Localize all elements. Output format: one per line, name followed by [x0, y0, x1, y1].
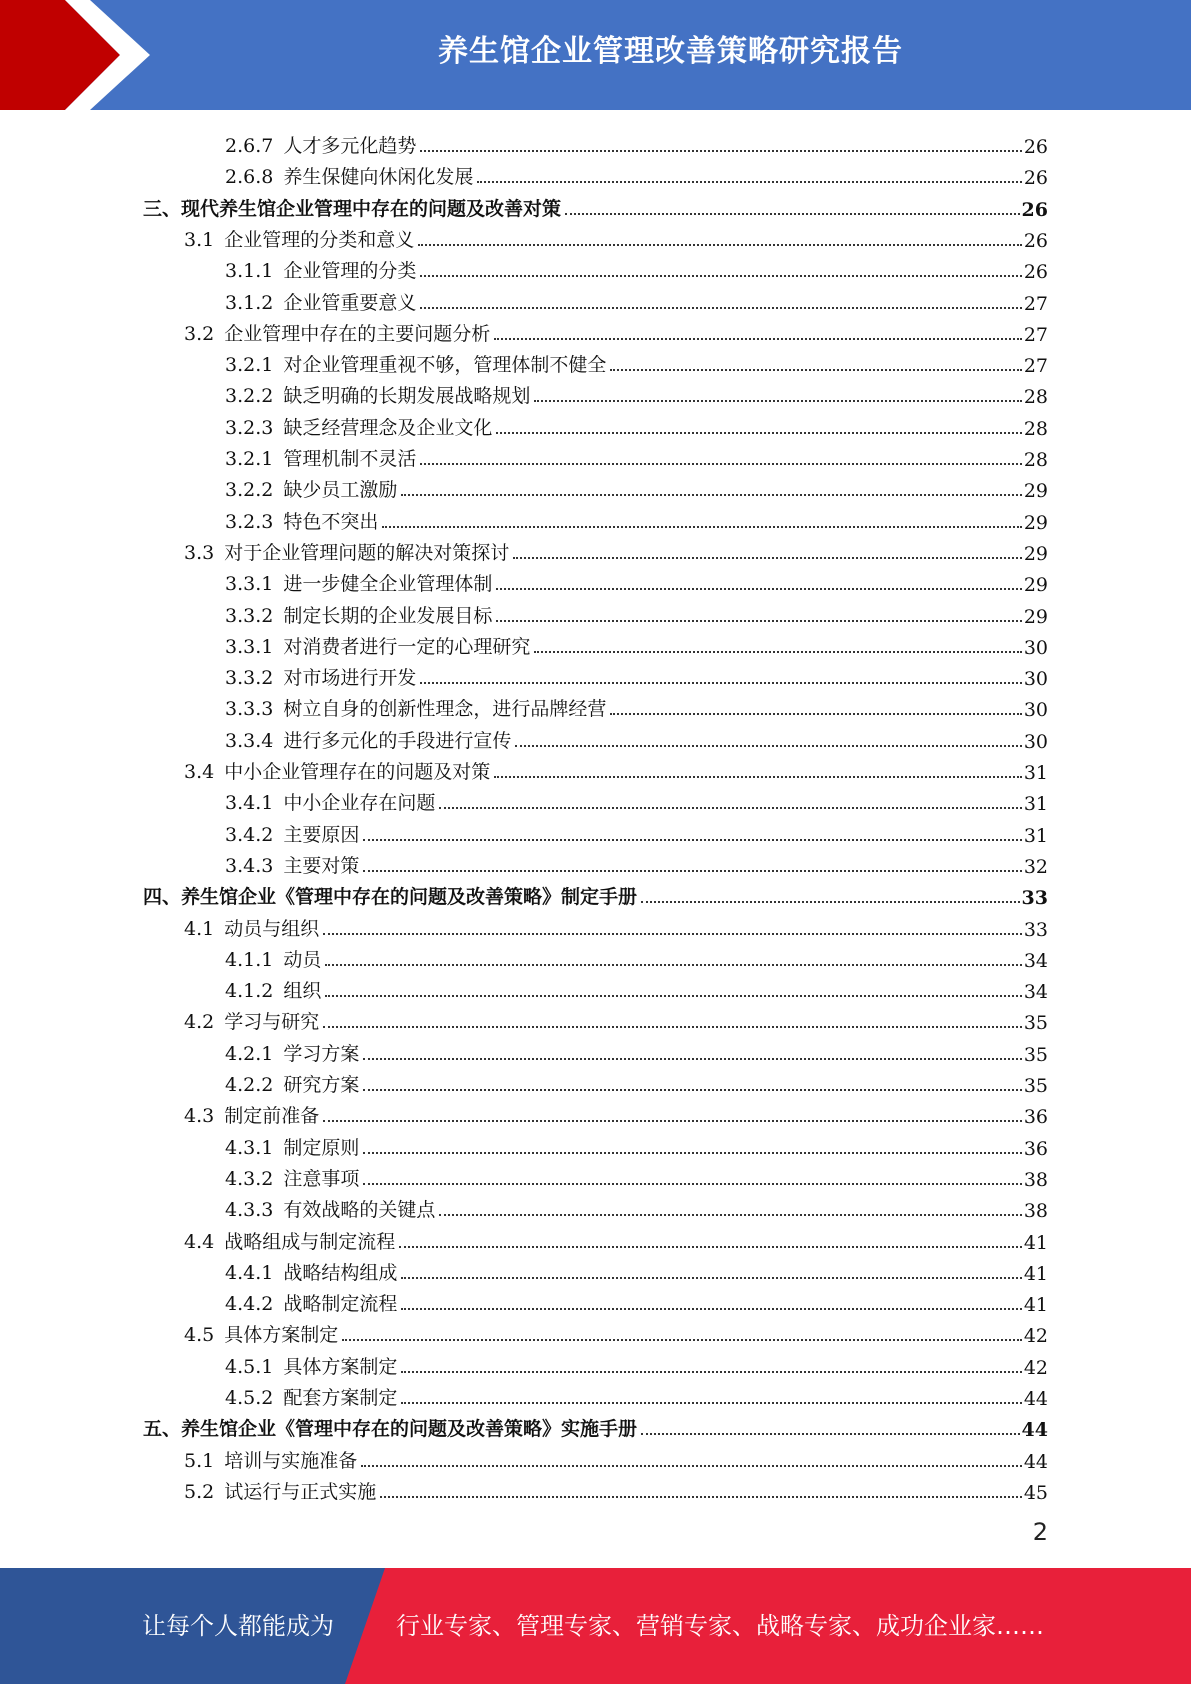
toc-entry-number: 3.3.3: [225, 698, 274, 721]
toc-entry-number: 3.2.1: [225, 448, 274, 470]
toc-entry-number: 3.2: [184, 322, 215, 345]
toc-dot-leader: [420, 275, 1021, 277]
toc-entry-number: 3.2.3: [225, 416, 274, 439]
toc-entry-text: 中小企业存在问题: [283, 792, 436, 815]
toc-entry-number: 4.4.1: [225, 1261, 274, 1284]
toc-dot-leader: [534, 400, 1021, 402]
toc-entry-page: 41: [1023, 1294, 1048, 1317]
toc-entry-label: [225, 851, 363, 878]
toc-entry-label: [184, 1477, 380, 1504]
toc-entry[interactable]: [184, 534, 1048, 565]
header-arrow-decoration: [0, 0, 160, 110]
toc-entry-label: [225, 381, 534, 408]
toc-entry-label: [225, 1352, 401, 1379]
toc-entry-page: 29: [1023, 511, 1048, 534]
toc-entry[interactable]: [225, 158, 1048, 189]
toc-entry-text: 制定长期的企业发展目标: [283, 604, 493, 627]
toc-entry[interactable]: [225, 503, 1048, 534]
document-title: 养生馆企业管理改善策略研究报告: [438, 34, 903, 69]
toc-dot-leader: [363, 1152, 1021, 1154]
toc-entry[interactable]: [184, 221, 1048, 252]
toc-dot-leader: [610, 713, 1021, 715]
toc-dot-leader: [420, 463, 1021, 465]
toc-entry-text: 树立自身的创新性理念，进行品牌经营: [283, 698, 607, 721]
toc-entry-page: 34: [1023, 981, 1048, 1004]
toc-entry-text: 战略制定流程: [283, 1293, 398, 1316]
toc-dot-leader: [513, 557, 1022, 559]
toc-entry[interactable]: [184, 1097, 1048, 1128]
toc-entry-page: 26: [1021, 198, 1048, 221]
toc-entry-text: 缺乏明确的长期发展战略规划: [283, 385, 531, 408]
page-footer: [0, 1568, 1191, 1684]
toc-entry-label: [225, 788, 439, 815]
toc-entry-number: 4.2.2: [225, 1074, 274, 1096]
toc-dot-leader: [439, 807, 1021, 809]
toc-dot-leader: [401, 1402, 1021, 1404]
toc-entry-number: 3.4.2: [225, 823, 274, 846]
toc-entry-number: 3.2.3: [225, 510, 274, 533]
toc-dot-leader: [323, 1120, 1022, 1122]
toc-entry-label: [225, 475, 401, 502]
toc-entry-text: 动员: [283, 948, 322, 971]
toc-entry[interactable]: [225, 471, 1048, 502]
toc-entry-page: 30: [1023, 730, 1048, 753]
toc-entry-text: 组织: [283, 980, 322, 1003]
toc-entry-text: 对市场进行开发: [283, 667, 417, 690]
toc-dot-leader: [401, 1308, 1021, 1310]
toc-entry[interactable]: [225, 1379, 1048, 1410]
toc-entry-text: 研究方案: [283, 1074, 360, 1096]
toc-entry[interactable]: [225, 659, 1048, 690]
toc-entry-number: 3.4: [184, 761, 215, 783]
toc-dot-leader: [401, 1277, 1021, 1279]
toc-dot-leader: [477, 181, 1021, 183]
toc-dot-leader: [325, 995, 1021, 997]
toc-entry-label: [184, 1446, 361, 1473]
toc-entry-page: 29: [1023, 480, 1048, 503]
toc-entry-page: 41: [1023, 1262, 1048, 1285]
toc-entry-label: [225, 413, 496, 440]
toc-entry-label: [143, 882, 641, 909]
toc-entry-text: 配套方案制定: [283, 1387, 398, 1409]
toc-entry-text: 企业管理中存在的主要问题分析: [224, 322, 491, 345]
toc-entry[interactable]: [184, 1003, 1048, 1034]
toc-entry-text: 主要原因: [283, 823, 360, 846]
toc-entry-text: 缺少员工激励: [283, 479, 398, 502]
toc-entry[interactable]: [225, 690, 1048, 721]
toc-entry-number: 3.1.1: [225, 260, 274, 283]
toc-entry-page: 42: [1023, 1356, 1048, 1379]
toc-entry-number: 4.3.2: [225, 1167, 274, 1190]
toc-entry-text: 对企业管理重视不够，管理体制不健全: [283, 354, 607, 377]
toc-entry[interactable]: [184, 1316, 1048, 1347]
toc-entry-label: [225, 288, 420, 315]
toc-entry-number: 4.1.1: [225, 948, 274, 971]
toc-dot-leader: [641, 901, 1020, 903]
toc-dot-leader: [401, 1371, 1021, 1373]
toc-entry-label: [225, 601, 496, 628]
toc-dot-leader: [439, 1214, 1021, 1216]
toc-entry-number: 4.5.1: [225, 1355, 274, 1378]
toc-entry-number: 4.4: [184, 1230, 215, 1253]
toc-entry[interactable]: [225, 565, 1048, 596]
toc-entry-text: 养生保健向休闲化发展: [283, 166, 474, 189]
toc-entry-label: [225, 1039, 363, 1066]
toc-entry-label: [184, 914, 323, 941]
toc-entry-page: 27: [1023, 292, 1048, 315]
toc-entry-text: 试运行与正式实施: [224, 1480, 377, 1503]
toc-entry-number: 4.3.1: [225, 1136, 274, 1159]
toc-entry[interactable]: [143, 878, 1048, 909]
toc-dot-leader: [363, 1183, 1021, 1185]
toc-entry-label: [225, 820, 363, 847]
toc-entry-number: 4.2.1: [225, 1042, 274, 1065]
toc-entry-text: 进一步健全企业管理体制: [283, 573, 493, 596]
toc-entry-number: 3.2.2: [225, 385, 274, 408]
toc-entry-number: 2.6.8: [225, 166, 274, 189]
toc-entry-label: [225, 1133, 363, 1160]
toc-entry[interactable]: [184, 753, 1048, 784]
toc-entry-text: 中小企业管理存在的问题及对策: [224, 761, 491, 783]
toc-entry-label: [225, 1383, 401, 1410]
toc-entry-text: 战略结构组成: [283, 1261, 398, 1284]
toc-entry-page: 29: [1023, 542, 1048, 565]
toc-entry[interactable]: [225, 409, 1048, 440]
toc-entry-label: [184, 1227, 399, 1254]
toc-entry-number: 4.1.2: [225, 980, 274, 1003]
toc-entry-number: 3.3.2: [225, 667, 274, 690]
toc-entry-text: 制定前准备: [224, 1105, 320, 1128]
toc-entry-number: 3.2.1: [225, 354, 274, 377]
toc-dot-leader: [494, 776, 1022, 778]
toc-entry-label: [184, 1007, 323, 1034]
toc-entry-text: 企业管重要意义: [283, 291, 417, 314]
toc-entry-number: 3.3: [184, 541, 215, 564]
toc-entry[interactable]: [225, 440, 1048, 471]
toc-entry-page: 38: [1023, 1200, 1048, 1223]
toc-entry-page: 27: [1023, 355, 1048, 378]
toc-dot-leader: [363, 1058, 1021, 1060]
toc-entry-text: 动员与组织: [224, 917, 320, 940]
toc-entry-number: 3.3.1: [225, 635, 274, 658]
toc-entry[interactable]: [225, 252, 1048, 283]
toc-entry[interactable]: [225, 346, 1048, 377]
toc-entry-label: [225, 1164, 363, 1191]
toc-entry-page: 44: [1021, 1419, 1048, 1442]
toc-entry-page: 36: [1023, 1137, 1048, 1160]
page-header: [0, 0, 1191, 110]
toc-entry-label: [184, 757, 494, 784]
toc-entry-page: 26: [1023, 261, 1048, 284]
toc-entry-number: 4.5.2: [225, 1387, 274, 1409]
toc-entry-page: 28: [1023, 386, 1048, 409]
toc-entry-page: 31: [1023, 824, 1048, 847]
toc-dot-leader: [610, 369, 1021, 371]
toc-entry-label: [184, 225, 418, 252]
toc-dot-leader: [380, 1496, 1022, 1498]
toc-entry-label: [184, 1320, 342, 1347]
toc-entry-text: 主要对策: [283, 854, 360, 877]
toc-entry-text: 注意事项: [283, 1167, 360, 1190]
toc-entry-text: 制定原则: [283, 1136, 360, 1159]
page-number: 2: [1032, 1518, 1048, 1546]
toc-entry[interactable]: [225, 597, 1048, 628]
toc-dot-leader: [325, 964, 1021, 966]
toc-entry-text: 学习与研究: [224, 1011, 320, 1034]
toc-dot-leader: [323, 1026, 1022, 1028]
toc-entry-page: 33: [1021, 887, 1048, 910]
toc-entry-label: [184, 1101, 323, 1128]
toc-entry-label: [184, 538, 513, 565]
toc-dot-leader: [496, 432, 1021, 434]
toc-entry-text: 学习方案: [283, 1042, 360, 1065]
toc-entry-label: [225, 1258, 401, 1285]
toc-entry[interactable]: [225, 941, 1048, 972]
toc-entry[interactable]: [225, 1035, 1048, 1066]
toc-dot-leader: [496, 588, 1021, 590]
toc-entry-page: 44: [1023, 1450, 1048, 1473]
toc-dot-leader: [418, 244, 1022, 246]
toc-entry-page: 36: [1023, 1106, 1048, 1129]
toc-dot-leader: [363, 870, 1021, 872]
toc-entry-page: 42: [1023, 1325, 1048, 1348]
toc-entry-text: 企业管理的分类: [283, 260, 417, 283]
toc-entry-number: 2.6.7: [225, 135, 274, 157]
toc-entry-page: 31: [1023, 793, 1048, 816]
toc-dot-leader: [420, 682, 1021, 684]
toc-entry[interactable]: [225, 784, 1048, 815]
toc-entry-page: 35: [1023, 1012, 1048, 1035]
toc-entry-text: 对消费者进行一定的心理研究: [283, 635, 531, 658]
toc-entry-label: [143, 194, 565, 221]
toc-entry[interactable]: [225, 377, 1048, 408]
toc-entry-page: 26: [1023, 229, 1048, 252]
toc-entry[interactable]: [225, 1160, 1048, 1191]
toc-dot-leader: [420, 307, 1021, 309]
toc-entry-number: 3.3.4: [225, 729, 274, 752]
toc-entry[interactable]: [225, 628, 1048, 659]
toc-entry-number: 5.2: [184, 1480, 215, 1503]
toc-dot-leader: [565, 213, 1020, 215]
toc-entry-text: 缺乏经营理念及企业文化: [283, 416, 493, 439]
toc-entry-text: 战略组成与制定流程: [224, 1230, 396, 1253]
toc-entry-page: 41: [1023, 1231, 1048, 1254]
toc-entry[interactable]: [184, 315, 1048, 346]
toc-entry[interactable]: [225, 1285, 1048, 1316]
toc-dot-leader: [496, 620, 1021, 622]
toc-entry-number: 3.1.2: [225, 291, 274, 314]
toc-entry-label: [225, 945, 325, 972]
toc-entry-page: 35: [1023, 1043, 1048, 1066]
toc-entry[interactable]: [225, 127, 1048, 158]
toc-entry[interactable]: [184, 1442, 1048, 1473]
toc-entry-text: 四、养生馆企业《管理中存在的问题及改善策略》制定手册: [143, 886, 638, 909]
toc-entry-number: 4.1: [184, 917, 215, 940]
toc-entry-text: 人才多元化趋势: [283, 135, 417, 157]
toc-entry[interactable]: [225, 847, 1048, 878]
toc-entry-text: 企业管理的分类和意义: [224, 228, 415, 251]
toc-entry[interactable]: [225, 1191, 1048, 1222]
toc-entry[interactable]: [225, 1348, 1048, 1379]
toc-entry-label: [225, 256, 420, 283]
toc-entry-number: 3.4.3: [225, 854, 274, 877]
toc-entry-page: 32: [1023, 855, 1048, 878]
toc-entry-text: 具体方案制定: [283, 1355, 398, 1378]
toc-entry-text: 三、现代养生馆企业管理中存在的问题及改善对策: [143, 197, 562, 220]
toc-entry-number: 4.4.2: [225, 1293, 274, 1316]
toc-dot-leader: [641, 1433, 1020, 1435]
toc-entry-page: 31: [1023, 762, 1048, 784]
toc-dot-leader: [515, 745, 1021, 747]
toc-entry-label: [225, 131, 420, 158]
toc-entry[interactable]: [225, 816, 1048, 847]
toc-entry-text: 进行多元化的手段进行宣传: [283, 729, 512, 752]
toc-entry-label: [225, 663, 420, 690]
toc-entry-text: 五、养生馆企业《管理中存在的问题及改善策略》实施手册: [143, 1418, 638, 1441]
toc-dot-leader: [382, 526, 1021, 528]
toc-entry-label: [225, 976, 325, 1003]
footer-slogan-left: 让每个人都能成为: [142, 1612, 334, 1640]
toc-entry-text: 具体方案制定: [224, 1324, 339, 1347]
toc-entry-label: [225, 1195, 439, 1222]
toc-dot-leader: [323, 933, 1022, 935]
toc-dot-leader: [534, 651, 1021, 653]
toc-entry-label: [225, 444, 420, 471]
toc-entry-page: 45: [1023, 1481, 1048, 1504]
toc-entry-page: 29: [1023, 574, 1048, 597]
toc-entry-number: 5.1: [184, 1449, 215, 1472]
toc-entry[interactable]: [184, 1473, 1048, 1504]
toc-dot-leader: [399, 1246, 1022, 1248]
toc-entry-label: [225, 1289, 401, 1316]
toc-entry-page: 44: [1023, 1388, 1048, 1410]
toc-entry-label: [225, 1070, 363, 1097]
toc-entry-label: [225, 162, 477, 189]
toc-entry-number: 4.2: [184, 1011, 215, 1034]
toc-entry-label: [225, 726, 515, 753]
toc-entry-label: [225, 694, 610, 721]
toc-entry-page: 28: [1023, 417, 1048, 440]
toc-entry[interactable]: [184, 1223, 1048, 1254]
toc-dot-leader: [401, 494, 1021, 496]
toc-entry[interactable]: [225, 1129, 1048, 1160]
toc-entry[interactable]: [225, 1254, 1048, 1285]
toc-entry-text: 培训与实施准备: [224, 1449, 358, 1472]
toc-entry-label: [225, 507, 382, 534]
toc-dot-leader: [361, 1465, 1022, 1467]
toc-entry[interactable]: [225, 1066, 1048, 1097]
toc-entry[interactable]: [143, 190, 1048, 221]
toc-entry-label: [225, 350, 610, 377]
toc-entry-number: 4.5: [184, 1324, 215, 1347]
toc-entry-page: 30: [1023, 636, 1048, 659]
toc-dot-leader: [420, 150, 1021, 152]
toc-entry-number: 3.3.2: [225, 604, 274, 627]
footer-slogan-right: 行业专家、管理专家、营销专家、战略专家、成功企业家……: [396, 1612, 1044, 1640]
toc-entry[interactable]: [225, 972, 1048, 1003]
toc-entry-number: 3.2.2: [225, 479, 274, 502]
toc-entry-text: 管理机制不灵活: [283, 448, 417, 470]
toc-dot-leader: [363, 839, 1021, 841]
toc-entry-page: 30: [1023, 668, 1048, 691]
toc-entry-page: 27: [1023, 323, 1048, 346]
toc-entry-label: [225, 569, 496, 596]
toc-entry-label: [225, 632, 534, 659]
toc-dot-leader: [342, 1339, 1022, 1341]
toc-entry-page: 33: [1023, 918, 1048, 941]
toc-entry-page: 38: [1023, 1168, 1048, 1191]
toc-entry-number: 3.3.1: [225, 573, 274, 596]
toc-dot-leader: [363, 1089, 1021, 1091]
toc-entry-page: 28: [1023, 449, 1048, 471]
toc-entry[interactable]: [225, 722, 1048, 753]
toc-entry-number: 3.1: [184, 228, 215, 251]
toc-entry-page: 35: [1023, 1075, 1048, 1097]
toc-entry-page: 29: [1023, 605, 1048, 628]
toc-entry[interactable]: [143, 1410, 1048, 1441]
toc-entry-number: 4.3.3: [225, 1199, 274, 1222]
toc-entry-number: 4.3: [184, 1105, 215, 1128]
toc-entry-label: [143, 1414, 641, 1441]
toc-entry-text: 有效战略的关键点: [283, 1199, 436, 1222]
toc-entry-text: 特色不突出: [283, 510, 379, 533]
toc-dot-leader: [494, 338, 1022, 340]
toc-entry-page: 26: [1023, 167, 1048, 190]
toc-entry-page: 30: [1023, 699, 1048, 722]
toc-entry-label: [184, 319, 494, 346]
toc-entry-page: 34: [1023, 949, 1048, 972]
toc-entry-number: 3.4.1: [225, 792, 274, 815]
toc-entry-text: 对于企业管理问题的解决对策探讨: [224, 541, 510, 564]
toc-entry-page: 26: [1023, 136, 1048, 158]
toc-entry[interactable]: [225, 284, 1048, 315]
toc-entry[interactable]: [184, 910, 1048, 941]
